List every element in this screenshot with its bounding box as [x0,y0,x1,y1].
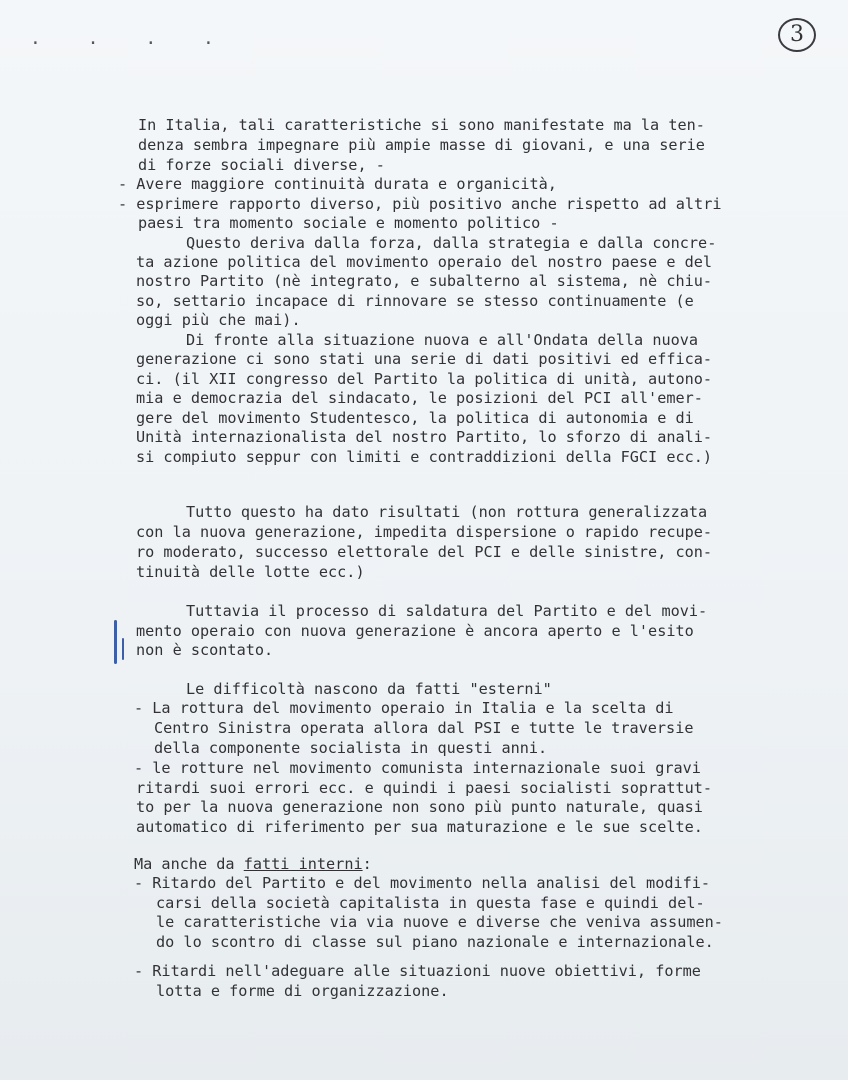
text-line: Le difficoltà nascono da fatti "esterni" [186,680,552,698]
text-line: Di fronte alla situazione nuova e all'Ondata della nuova [186,331,699,349]
text-line: con la nuova generazione, impedita dispersione o rapido recupe- [136,523,713,541]
text-line: ro moderato, successo elettorale del PCI e delle sinistre, con- [136,543,713,561]
bullet-line: - Ritardi nell'adeguare alle situazioni nuove obiettivi, forme [134,962,701,980]
text-line: le caratteristiche via via nuove e diverse che veniva assumen- [156,913,723,931]
text-line: di forze sociali diverse, - [138,156,385,174]
text-line: so, settario incapace di rinnovare se stesso continuamente (e [136,292,694,310]
bullet-line: - esprimere rapporto diverso, più positivo anche rispetto ad altri [118,195,722,213]
section-lead [134,855,372,874]
text-line: automatico di riferimento per sua maturazione e le sue scelte. [136,818,703,836]
text-line: oggi più che mai). [136,311,301,329]
lead-text: Ma anche da [134,855,244,873]
bullet-line: - La rottura del movimento operaio in Italia e la scelta di [134,699,674,717]
text-line: Questo deriva dalla forza, dalla strategia e dalla concre- [186,234,717,252]
text-line: do lo scontro di classe sul piano nazionale e internazionale. [156,933,714,951]
text-line: paesi tra momento sociale e momento politico - [138,214,559,232]
text-line: della componente socialista in questi anni. [154,739,548,757]
page-number: 3 [778,18,816,52]
text-line: Centro Sinistra operata allora dal PSI e tutte le traversie [154,719,694,737]
text-line: Tuttavia il processo di saldatura del Partito e del movi- [186,602,708,620]
text-line: si compiuto seppur con limiti e contraddizioni della FGCI ecc.) [136,448,713,466]
text-line: ci. (il XII congresso del Partito la politica di unità, autono- [136,370,713,388]
text-line: lotta e forme di organizzazione. [156,982,449,1000]
margin-pen-mark [114,620,117,664]
text-line: gere del movimento Studentesco, la politica di autonomia e di [136,409,694,427]
text-line: nostro Partito (nè integrato, e subalterno al sistema, nè chiu- [136,272,713,290]
text-line: Unità internazionalista del nostro Partito, lo sforzo di anali- [136,428,713,446]
text-line: mento operaio con nuova generazione è ancora aperto e l'esito [136,622,694,640]
bullet-line: - le rotture nel movimento comunista internazionale suoi gravi [134,759,701,777]
text-line: generazione ci sono stati una serie di dati positivi ed effica- [136,350,713,368]
text-line: ritardi suoi errori ecc. e quindi i paesi socialisti soprattut- [136,779,713,797]
underlined-text: fatti interni [243,855,363,873]
colon-text: : [362,855,372,873]
text-line: In Italia, tali caratteristiche si sono manifestate ma la ten- [138,116,705,134]
text-line: Tutto questo ha dato risultati (non rottura generalizzata [186,503,708,521]
text-line: tinuità delle lotte ecc.) [136,563,365,581]
bullet-line: - Ritardo del Partito e del movimento nella analisi del modifi- [134,874,711,892]
text-line: mia e democrazia del sindacato, le posizioni del PCI all'emer- [136,389,703,407]
text-line: carsi della società capitalista in questa fase e quindi del- [156,894,705,912]
text-line: non è scontato. [136,641,274,659]
text-line: ta azione politica del movimento operaio del nostro paese e del [136,253,713,271]
text-line: to per la nuova generazione non sono più punto naturale, quasi [136,798,703,816]
margin-pen-mark [122,638,124,660]
text-line: denza sembra impegnare più ampie masse di giovani, e una serie [138,136,705,154]
header-dots: . . . . [30,28,232,49]
bullet-line: - Avere maggiore continuità durata e organicità, [118,175,557,193]
